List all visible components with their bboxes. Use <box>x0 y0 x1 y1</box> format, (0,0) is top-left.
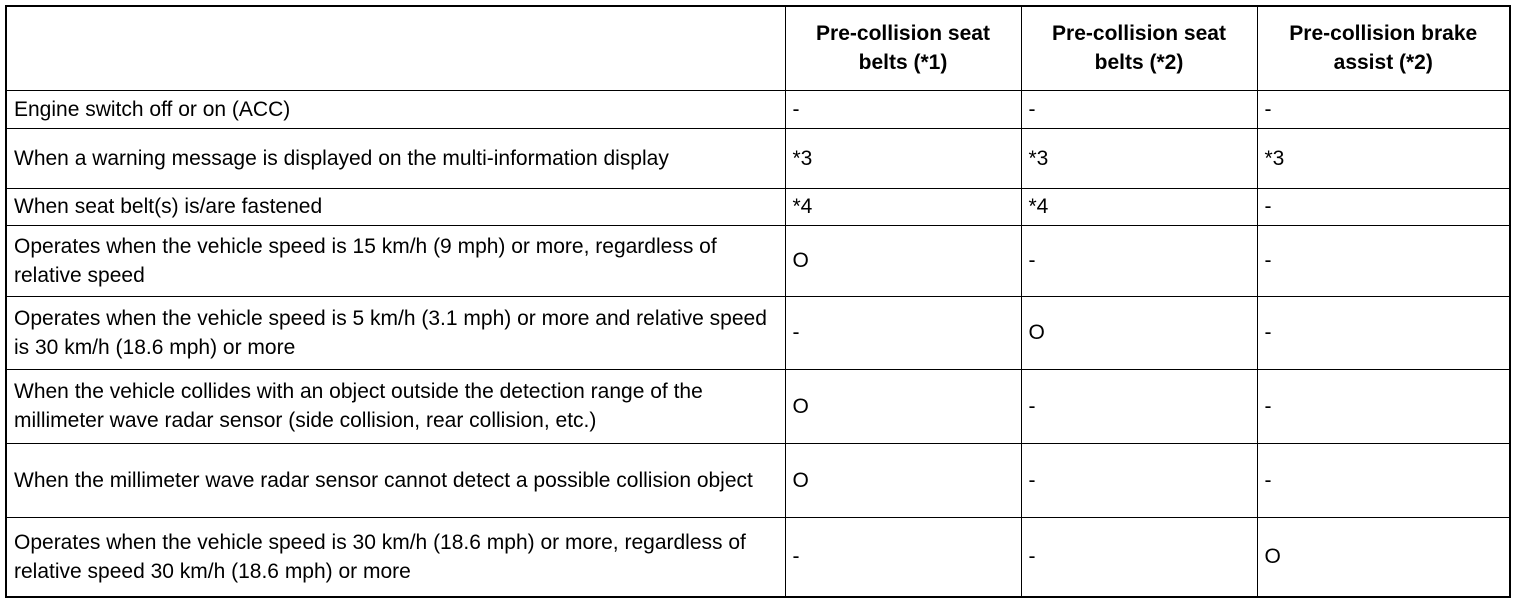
value-cell: - <box>1257 188 1510 225</box>
value-cell: - <box>1021 443 1257 517</box>
value-cell: *4 <box>1021 188 1257 225</box>
value-cell: O <box>785 369 1021 443</box>
value-cell: - <box>785 90 1021 128</box>
table-row <box>6 90 1510 128</box>
value-cell: - <box>1021 225 1257 296</box>
value-cell: O <box>1257 517 1510 597</box>
table-row <box>6 296 1510 369</box>
value-cell: *3 <box>1021 128 1257 188</box>
condition-cell: Operates when the vehicle speed is 30 km/h (18.6 mph) or more, regardless of relative speed 30 km/h (18.6 mph) or more <box>6 517 785 597</box>
table-row <box>6 517 1510 597</box>
table-row <box>6 369 1510 443</box>
header-cell-empty <box>6 6 785 90</box>
value-cell: *3 <box>785 128 1021 188</box>
value-cell: O <box>785 225 1021 296</box>
header-pre-collision-brake-assist-2: Pre-collision brake assist (*2) <box>1257 6 1510 90</box>
header-pre-collision-seat-belts-1: Pre-collision seat belts (*1) <box>785 6 1021 90</box>
value-cell: - <box>1257 296 1510 369</box>
value-cell: O <box>785 443 1021 517</box>
value-cell: - <box>1257 90 1510 128</box>
value-cell: - <box>785 517 1021 597</box>
condition-cell: When the millimeter wave radar sensor cannot detect a possible collision object <box>6 443 785 517</box>
condition-cell: When seat belt(s) is/are fastened <box>6 188 785 225</box>
header-pre-collision-seat-belts-2: Pre-collision seat belts (*2) <box>1021 6 1257 90</box>
value-cell: - <box>785 296 1021 369</box>
table-header-row <box>6 6 1510 90</box>
table-row <box>6 443 1510 517</box>
value-cell: - <box>1021 369 1257 443</box>
value-cell: - <box>1021 517 1257 597</box>
value-cell: - <box>1021 90 1257 128</box>
value-cell: - <box>1257 443 1510 517</box>
condition-cell: Operates when the vehicle speed is 15 km/h (9 mph) or more, regardless of relative speed <box>6 225 785 296</box>
function-table <box>5 5 1511 598</box>
table-row <box>6 188 1510 225</box>
value-cell: *4 <box>785 188 1021 225</box>
value-cell: *3 <box>1257 128 1510 188</box>
table-row <box>6 128 1510 188</box>
condition-cell: Engine switch off or on (ACC) <box>6 90 785 128</box>
value-cell: - <box>1257 369 1510 443</box>
table-row <box>6 225 1510 296</box>
condition-cell: Operates when the vehicle speed is 5 km/h (3.1 mph) or more and relative speed is 30 km/h (18.6 mph) or more <box>6 296 785 369</box>
condition-cell: When the vehicle collides with an object outside the detection range of the millimeter wave radar sensor (side collision, rear collision, etc.) <box>6 369 785 443</box>
value-cell: O <box>1021 296 1257 369</box>
condition-cell: When a warning message is displayed on the multi-information display <box>6 128 785 188</box>
value-cell: - <box>1257 225 1510 296</box>
